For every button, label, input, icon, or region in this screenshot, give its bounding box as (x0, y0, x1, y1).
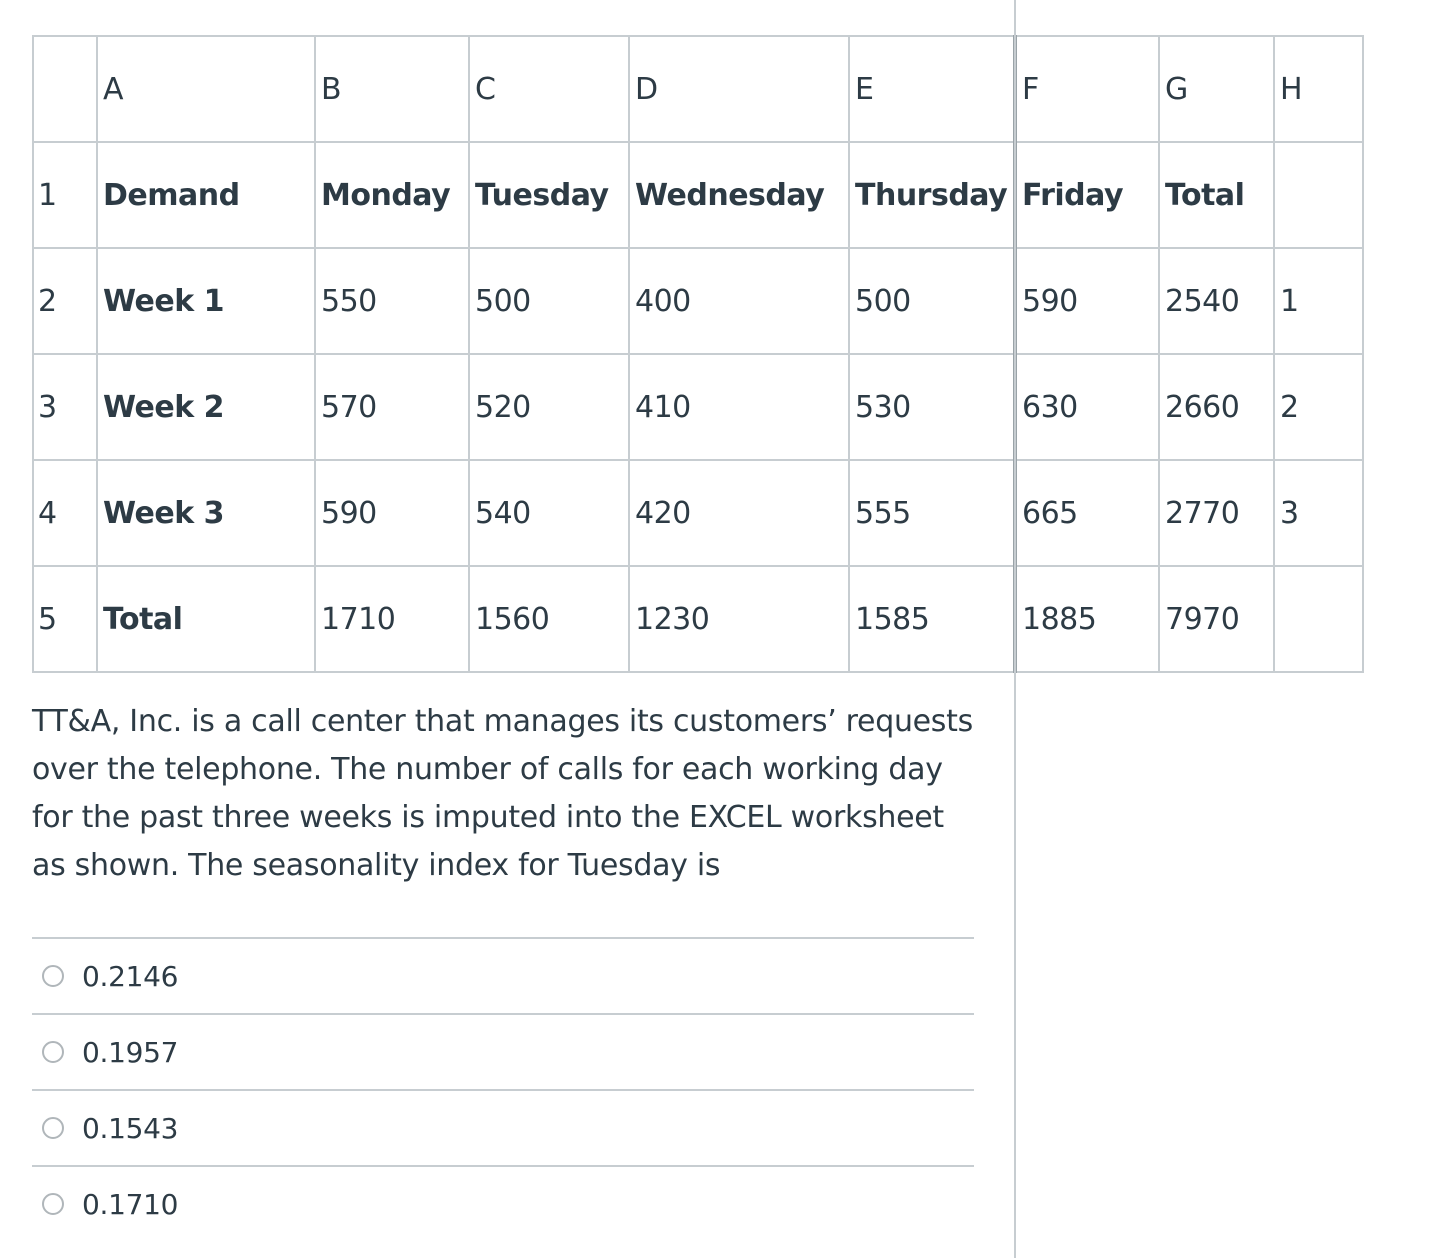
row-number: 2 (33, 248, 97, 354)
day-header-wednesday: Wednesday (629, 142, 849, 248)
row-label: Week 2 (97, 354, 315, 460)
answer-option[interactable] (32, 1165, 974, 1241)
row-number: 4 (33, 460, 97, 566)
answer-label: 0.1710 (82, 1187, 179, 1221)
column-header-b: B (315, 36, 469, 142)
spreadsheet-table (32, 35, 1364, 673)
table-cell: 400 (629, 248, 849, 354)
row-label: Demand (97, 142, 315, 248)
column-header-f: F (1015, 36, 1159, 142)
table-row (33, 248, 1363, 354)
table-cell: 1885 (1015, 566, 1159, 672)
table-cell: 630 (1015, 354, 1159, 460)
radio-button-icon[interactable] (42, 1193, 64, 1215)
table-cell: 1 (1274, 248, 1363, 354)
table-row (33, 142, 1363, 248)
radio-button-icon[interactable] (42, 1117, 64, 1139)
column-header-e: E (849, 36, 1015, 142)
table-cell: 1560 (469, 566, 629, 672)
question-text: TT&A, Inc. is a call center that manages its customers’ requests over the telephone. The number of calls for each working day for the past three weeks is imputed into the EXCEL worksheet as shown. The seasonality index for Tuesday is (32, 704, 973, 883)
row-label: Week 3 (97, 460, 315, 566)
answer-label: 0.1543 (82, 1111, 179, 1145)
table-cell: 550 (315, 248, 469, 354)
table-cell: 590 (1015, 248, 1159, 354)
table-cell: 590 (315, 460, 469, 566)
table-cell: 3 (1274, 460, 1363, 566)
column-header-g: G (1159, 36, 1274, 142)
table-cell: 420 (629, 460, 849, 566)
answer-list (32, 937, 974, 1241)
day-header-tuesday: Tuesday (469, 142, 629, 248)
row-number: 5 (33, 566, 97, 672)
answer-label: 0.2146 (82, 959, 179, 993)
table-cell (1274, 142, 1363, 248)
day-header-thursday: Thursday (849, 142, 1015, 248)
table-cell: 2770 (1159, 460, 1274, 566)
row-number: 3 (33, 354, 97, 460)
radio-button-icon[interactable] (42, 965, 64, 987)
table-cell: 2660 (1159, 354, 1274, 460)
table-cell: 410 (629, 354, 849, 460)
table-cell (1274, 566, 1363, 672)
table-cell: 1230 (629, 566, 849, 672)
table-row (33, 460, 1363, 566)
table-row (33, 354, 1363, 460)
table-cell: 7970 (1159, 566, 1274, 672)
answer-label: 0.1957 (82, 1035, 179, 1069)
table-cell: 530 (849, 354, 1015, 460)
answer-option[interactable] (32, 1013, 974, 1089)
total-header: Total (1159, 142, 1274, 248)
day-header-friday: Friday (1015, 142, 1159, 248)
column-header-h: H (1274, 36, 1363, 142)
answer-option[interactable] (32, 1089, 974, 1165)
answer-option[interactable] (32, 937, 974, 1013)
column-header-c: C (469, 36, 629, 142)
table-cell: 520 (469, 354, 629, 460)
table-cell: 555 (849, 460, 1015, 566)
table-cell: 2 (1274, 354, 1363, 460)
table-cell: 500 (849, 248, 1015, 354)
radio-button-icon[interactable] (42, 1041, 64, 1063)
table-cell: 665 (1015, 460, 1159, 566)
corner-cell (33, 36, 97, 142)
column-header-d: D (629, 36, 849, 142)
table-cell: 1710 (315, 566, 469, 672)
table-row (33, 566, 1363, 672)
row-label: Week 1 (97, 248, 315, 354)
column-header-a: A (97, 36, 315, 142)
column-header-row (33, 36, 1363, 142)
table-cell: 540 (469, 460, 629, 566)
row-number: 1 (33, 142, 97, 248)
day-header-monday: Monday (315, 142, 469, 248)
row-label: Total (97, 566, 315, 672)
table-cell: 2540 (1159, 248, 1274, 354)
table-cell: 570 (315, 354, 469, 460)
table-cell: 500 (469, 248, 629, 354)
table-cell: 1585 (849, 566, 1015, 672)
